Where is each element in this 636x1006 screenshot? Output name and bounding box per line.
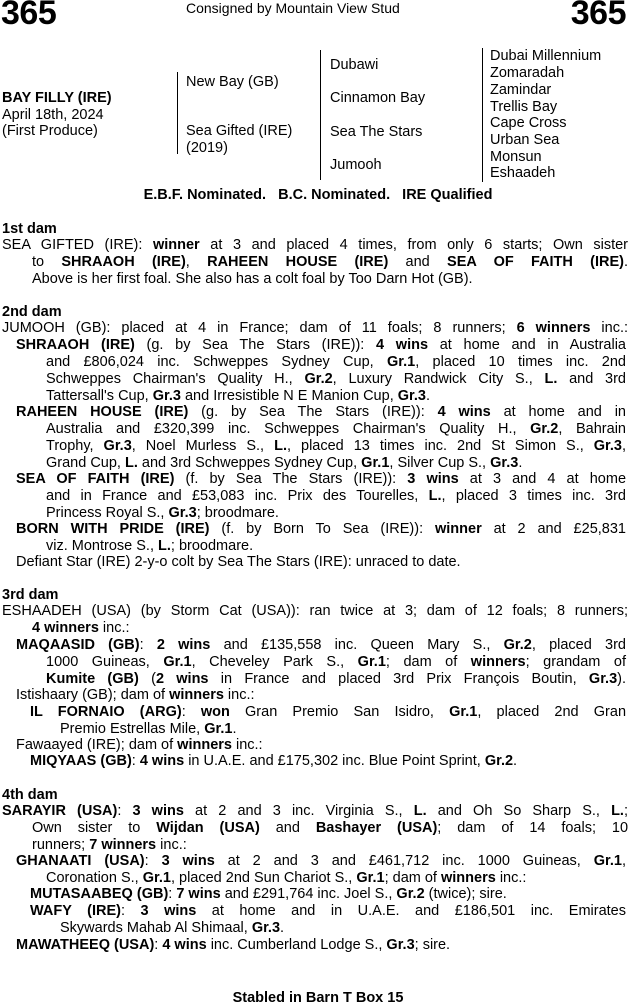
- lot-number-left: 365: [1, 0, 57, 32]
- lot-number-right: 365: [570, 0, 626, 32]
- consignor: Consigned by Mountain View Stud: [186, 0, 400, 16]
- sarayir-entry: SARAYIR (USA): 3 wins at 2 and 3 inc. Virginia S., L. and Oh So Sharp S., L.; Own sister to Wijdan (USA) and Bashayer (USA); dam of 14 foals; 10 runners; 7 winners inc.:: [2, 803, 629, 853]
- nominations: E.B.F. Nominated. B.C. Nominated. IRE Qualified: [143, 187, 493, 203]
- istishaary-entry: Istishaary (GB); dam of winners inc.:: [16, 687, 255, 703]
- dam3-heading: 3rd dam: [2, 587, 59, 603]
- dam1-heading: 1st dam: [2, 221, 57, 237]
- dam3-intro: ESHAADEH (USA) (by Storm Cat (USA)): ran twice at 3; dam of 12 foals; 8 runners; 4 winners inc.:: [2, 603, 628, 636]
- first-produce-note: (First Produce): [2, 123, 98, 139]
- sea-of-faith-entry: SEA OF FAITH (IRE) (f. by Sea The Stars (IRE)): 3 wins at 3 and 4 at home and in France and £53,083 inc. Prix des Tourelles, L., placed 3 times inc. 3rd Princess Royal S., Gr.3; broodmare.: [16, 471, 627, 521]
- pedigree-dam: Sea Gifted (IRE): [186, 123, 293, 139]
- dam2-intro: JUMOOH (GB): placed at 4 in France; dam of 11 foals; 8 runners; 6 winners inc.:: [2, 320, 628, 336]
- miqyaas-entry: MIQYAAS (GB): 4 wins in U.A.E. and £175,302 inc. Blue Point Sprint, Gr.2.: [30, 753, 518, 769]
- pedigree-bracket-3: [482, 48, 483, 182]
- mawatheeq-entry: MAWATHEEQ (USA): 4 wins inc. Cumberland Lodge S., Gr.3; sire.: [16, 937, 451, 953]
- dam4-heading: 4th dam: [2, 787, 58, 803]
- pedigree-g3-8: Eshaadeh: [490, 165, 556, 181]
- pedigree-dam-sire: Sea The Stars: [330, 124, 423, 140]
- mutasaabeq-entry: MUTASAABEQ (GB): 7 wins and £291,764 inc. Joel S., Gr.2 (twice); sire.: [30, 886, 507, 902]
- pedigree-g3-5: Cape Cross: [490, 115, 567, 131]
- pedigree-sire-sire: Dubawi: [330, 57, 379, 73]
- foaling-date: April 18th, 2024: [2, 107, 104, 123]
- dam1-text: SEA GIFTED (IRE): winner at 3 and placed 4 times, from only 6 starts; Own sister to SHRAAOH (IRE), RAHEEN HOUSE (IRE) and SEA OF FAITH (IRE). Above is her first foal. She also has a colt foal by Too Darn Hot (GB).: [2, 237, 629, 287]
- born-with-pride-entry: BORN WITH PRIDE (IRE) (f. by Born To Sea (IRE)): winner at 2 and £25,831 viz. Montrose S., L.; broodmare.: [16, 521, 626, 554]
- wafy-entry: WAFY (IRE): 3 wins at home and in U.A.E. and £186,501 inc. Emirates Skywards Mahab Al Shimaal, Gr.3.: [30, 903, 626, 936]
- pedigree-g3-6: Urban Sea: [490, 132, 560, 148]
- pedigree-sire: New Bay (GB): [186, 74, 279, 90]
- fawaayed-entry: Fawaayed (IRE); dam of winners inc.:: [16, 737, 263, 753]
- pedigree-dam-year: (2019): [186, 140, 228, 156]
- dam2-heading: 2nd dam: [2, 304, 62, 320]
- pedigree-g3-3: Zamindar: [490, 82, 552, 98]
- pedigree-g3-2: Zomaradah: [490, 65, 565, 81]
- maqaasid-entry: MAQAASID (GB): 2 wins and £135,558 inc. Queen Mary S., Gr.2, placed 3rd 1000 Guineas, Gr.1, Cheveley Park S., Gr.1; dam of winners; grandam of Kumite (GB) (2 wins in France and placed 3rd Prix François Boutin, Gr.3).: [16, 637, 626, 687]
- pedigree-g3-1: Dubai Millennium: [490, 48, 602, 64]
- pedigree-bracket-1: [177, 72, 178, 154]
- stabling-note: Stabled in Barn T Box 15: [232, 990, 404, 1006]
- pedigree-dam-dam: Jumooh: [330, 157, 382, 173]
- pedigree-g3-4: Trellis Bay: [490, 99, 558, 115]
- shraaoh-entry: SHRAAOH (IRE) (g. by Sea The Stars (IRE)): 4 wins at home and in Australia and £806,024 inc. Schweppes Sydney Cup, Gr.1, placed 10 times inc. 2nd Schweppes Chairman's Quality H., Gr.2, Luxury Randwick City S., L. and 3rd Tattersall's Cup, Gr.3 and Irresistible N E Manion Cup, Gr.3.: [16, 337, 626, 404]
- defiant-star-entry: Defiant Star (IRE) 2-y-o colt by Sea The Stars (IRE): unraced to date.: [16, 554, 461, 570]
- pedigree-bracket-2: [320, 50, 321, 180]
- raheen-house-entry: RAHEEN HOUSE (IRE) (g. by Sea The Stars (IRE)): 4 wins at home and in Australia and £320,399 inc. Schweppes Chairman's Quality H., Gr.2, Bahrain Trophy, Gr.3, Noel Murless S., L., placed 13 times inc. 2nd St Simon S., Gr.3, Grand Cup, L. and 3rd Schweppes Sydney Cup, Gr.1, Silver Cup S., Gr.3.: [16, 404, 627, 471]
- ghanaati-entry: GHANAATI (USA): 3 wins at 2 and 3 and £461,712 inc. 1000 Guineas, Gr.1, Coronation S., Gr.1, placed 2nd Sun Chariot S., Gr.1; dam of winners inc.:: [16, 853, 626, 886]
- horse-name: BAY FILLY (IRE): [2, 90, 112, 106]
- il-fornaio-entry: IL FORNAIO (ARG): won Gran Premio San Isidro, Gr.1, placed 2nd Gran Premio Estrellas Mile, Gr.1.: [30, 704, 627, 737]
- pedigree-g3-7: Monsun: [490, 149, 542, 165]
- pedigree-sire-dam: Cinnamon Bay: [330, 90, 426, 106]
